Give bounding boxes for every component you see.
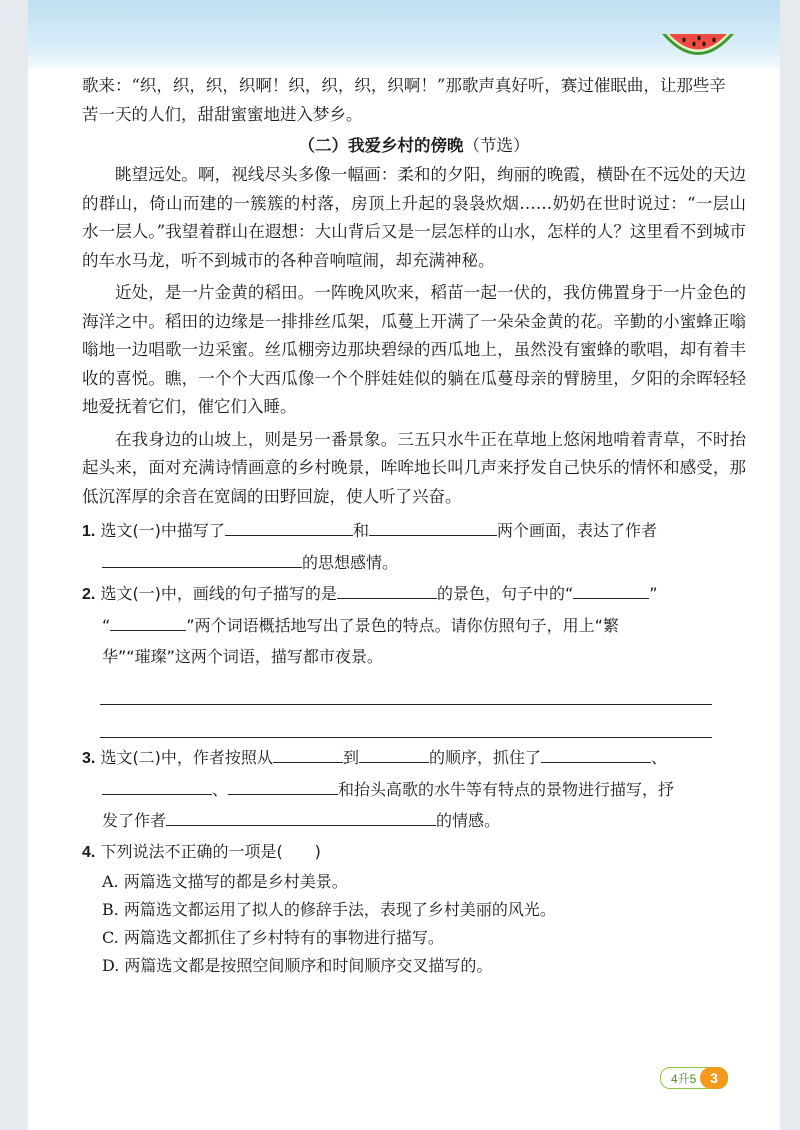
question-text: 、 [212, 780, 229, 799]
question-text: 选文(一)中，画线的句子描写的是 [100, 584, 337, 603]
question-text: 和抬头高歌的水牛等有特点的景物进行描写，抒 [338, 780, 675, 799]
question-number: 1. [82, 523, 96, 540]
answer-blank[interactable] [337, 580, 437, 599]
question-text: 的景色，句子中的“ [436, 584, 574, 603]
question-text: ” [649, 584, 658, 603]
question-4 [82, 836, 746, 868]
question-text: 的情感。 [436, 811, 501, 830]
option-b[interactable]: B. 两篇选文都运用了拟人的修辞手法，表现了乡村美丽的风光。 [102, 900, 556, 919]
passage1-line: 苦一天的人们，甜甜蜜蜜地进入梦乡。 [82, 104, 363, 124]
passage2-title-text: （二）我爱乡村的傍晚 [298, 136, 464, 155]
answer-line[interactable] [100, 705, 712, 738]
question-text: “ [102, 616, 111, 635]
series-label: 4升5 [671, 1072, 697, 1086]
passage1-line: 歌来：“织，织，织，织啊！织，织，织，织啊！”那歌声真好听，赛过催眠曲，让那些辛 [82, 76, 726, 95]
question-text: 下列说法不正确的一项是( ) [100, 842, 321, 861]
answer-blank[interactable] [225, 517, 353, 536]
passage2-para-2: 近处，是一片金黄的稻田。一阵晚风吹来，稻苗一起一伏的，我仿佛置身于一片金色的海洋之中。稻田的边缘是一排排丝瓜架，瓜蔓上开满了一朵朵金黄的花。辛勤的小蜜蜂正嗡嗡地一边唱歌一边采蜜。丝瓜棚旁边那块碧绿的西瓜地上，虽然没有蜜蜂的歌唱，却有着丰收的喜悦。瞧，一个个大西瓜像一个个胖娃娃似的躺在瓜蔓母亲的臂膀里，夕阳的余晖轻轻地爱抚着它们，催它们入睡。 [82, 283, 746, 416]
question-text: 的顺序，抓住了 [428, 748, 541, 767]
question-text: ”两个词语概括地写出了景色的特点。请你仿照句子，用上“繁 [186, 616, 619, 635]
answer-blank[interactable] [573, 580, 649, 599]
passage2-para-3: 在我身边的山坡上，则是另一番景象。三五只水牛正在草地上悠闲地啃着青草，不时抬起头来，面对充满诗情画意的乡村晚景，哞哞地长叫几声来抒发自己快乐的情怀和感受，那低沉浑厚的余音在宽阔的田野回旋，使人听了兴奋。 [82, 429, 746, 506]
question-text: 华”“璀璨”这两个词语，描写都市夜景。 [102, 647, 383, 666]
question-text: 两个画面，表达了作者 [496, 521, 657, 540]
question-2 [82, 578, 746, 672]
question-text: 和 [352, 521, 369, 540]
passage2-para-1: 眺望远处。啊，视线尽头多像一幅画：柔和的夕阳，绚丽的晚霞，横卧在不远处的天边的群山，倚山而建的一簇簇的村落，房顶上升起的袅袅炊烟……奶奶在世时说过：“一层山水一层人。”我望着群山在遐想：大山背后又是一层怎样的山水，怎样的人？这里看不到城市的车水马龙，听不到城市的各种音响喧闹，却充满神秘。 [82, 165, 746, 270]
answer-blank[interactable] [369, 517, 497, 536]
question-text: 的思想感情。 [302, 553, 399, 572]
passage2-title [82, 131, 746, 161]
option-a[interactable]: A. 两篇选文描写的都是乡村美景。 [102, 872, 348, 891]
answer-blank[interactable] [102, 549, 302, 568]
question-number: 4. [82, 844, 96, 861]
option-c[interactable]: C. 两篇选文都抓住了乡村特有的事物进行描写。 [102, 928, 444, 947]
question-text: 选文(二)中，作者按照从 [100, 748, 273, 767]
passage2-title-note: （节选） [463, 136, 530, 155]
answer-line[interactable] [100, 672, 712, 705]
question-text: 、 [650, 748, 667, 767]
answer-blank[interactable] [359, 744, 429, 763]
watermelon-slice-icon [658, 30, 738, 64]
page-content [82, 72, 746, 980]
question-text: 发了作者 [102, 811, 167, 830]
question-number: 3. [82, 750, 96, 767]
question-number: 2. [82, 586, 96, 603]
question-text: 选文(一)中描写了 [100, 521, 225, 540]
answer-blank[interactable] [273, 744, 343, 763]
workbook-page [28, 0, 780, 1130]
answer-blank[interactable] [102, 776, 212, 795]
option-d[interactable]: D. 两篇选文都是按照空间顺序和时间顺序交叉描写的。 [102, 956, 493, 975]
question-text: 到 [342, 748, 359, 767]
page-number-badge [660, 1067, 728, 1089]
answer-blank[interactable] [541, 744, 651, 763]
answer-blank[interactable] [228, 776, 338, 795]
question-1 [82, 515, 746, 578]
question-3 [82, 742, 746, 836]
page-number: 3 [700, 1067, 728, 1089]
answer-blank[interactable] [110, 612, 186, 631]
answer-blank[interactable] [166, 807, 436, 826]
